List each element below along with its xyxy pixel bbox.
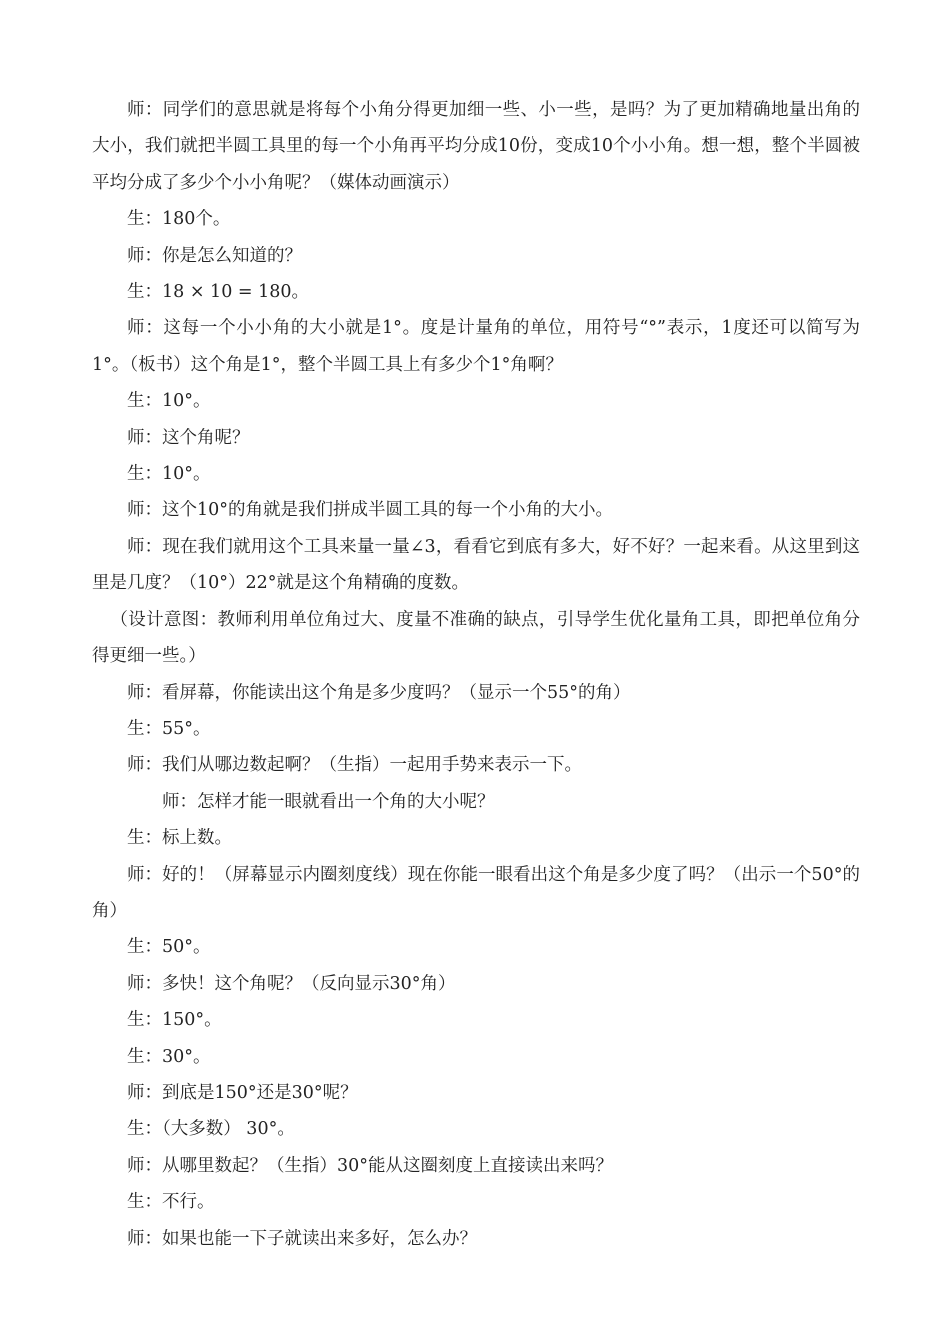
paragraph: 生：50°。 <box>127 937 211 958</box>
paragraph: 师：这个角呢？ <box>127 427 250 448</box>
paragraph: 师：同学们的意思就是将每个小角分得更加细一些、小一些，是吗？为了更加精确地量出角的大小，我们就把半圆工具里的每一个小角再平均分成10份，变成10个小小角。想一想，整个半圆被平均分成了多少个小小角呢？（媒体动画演示） <box>92 100 860 193</box>
paragraph: 师：看屏幕，你能读出这个角是多少度吗？（显示一个55°的角） <box>127 682 631 703</box>
paragraph: 师：多快！这个角呢？（反向显示30°角） <box>127 973 456 994</box>
paragraph: 师：这每一个小小角的大小就是1°。度是计量角的单位，用符号“°”表示，1度还可以简写为1°。（板书）这个角是1°，整个半圆工具上有多少个1°角啊？ <box>92 318 860 375</box>
paragraph: 生：180个。 <box>127 209 231 230</box>
paragraph: 师：我们从哪边数起啊？（生指）一起用手势来表示一下。 <box>127 755 582 776</box>
paragraph: 生：10°。 <box>127 464 211 485</box>
paragraph: 生：10°。 <box>127 391 211 412</box>
paragraph: 生：（大多数） 30°。 <box>127 1119 295 1140</box>
paragraph: 生：55°。 <box>127 718 211 739</box>
paragraph: 生：18 × 10 = 180。 <box>127 282 310 303</box>
paragraph: 生：30°。 <box>127 1046 211 1067</box>
paragraph: 师：你是怎么知道的？ <box>127 245 302 266</box>
document-page <box>92 92 860 1257</box>
paragraph: 师：从哪里数起？（生指）30°能从这圈刻度上直接读出来吗？ <box>127 1155 614 1176</box>
paragraph: 师：怎样才能一眼就看出一个角的大小呢？ <box>162 791 495 812</box>
paragraph: 师：现在我们就用这个工具来量一量∠3，看看它到底有多大，好不好？一起来看。从这里到这里是几度？（10°）22°就是这个角精确的度数。 <box>92 536 860 594</box>
paragraph: 生：150°。 <box>127 1010 222 1031</box>
paragraph: 师：好的！（屏幕显示内圈刻度线）现在你能一眼看出这个角是多少度了吗？（出示一个50°的角） <box>92 864 860 921</box>
paragraph: 生：不行。 <box>127 1192 215 1213</box>
paragraph: 生：标上数。 <box>127 828 232 849</box>
paragraph: 师：到底是150°还是30°呢？ <box>127 1082 358 1103</box>
paragraph: 师：如果也能一下子就读出来多好，怎么办？ <box>127 1228 477 1249</box>
design-intent-note: （设计意图：教师利用单位角过大、度量不准确的缺点，引导学生优化量角工具，即把单位角分得更细一些。） <box>92 609 860 667</box>
paragraph: 师：这个10°的角就是我们拼成半圆工具的每一个小角的大小。 <box>127 500 614 521</box>
